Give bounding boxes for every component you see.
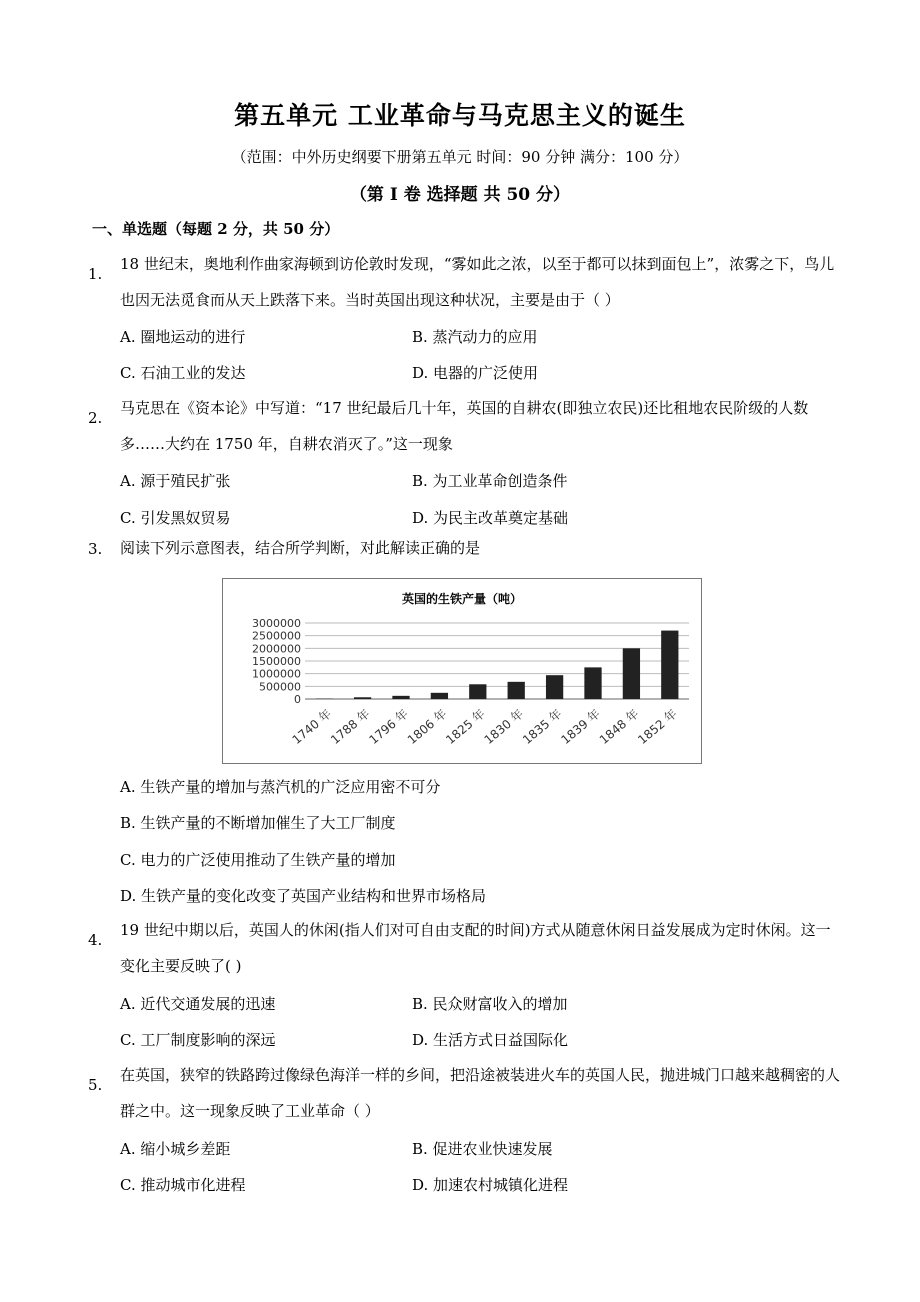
y-tick-label: 0 bbox=[294, 693, 301, 706]
exam-scope-subtitle: （范围：中外历史纲要下册第五单元 时间：90 分钟 满分：100 分） bbox=[231, 148, 689, 166]
x-tick-label: 1825 年 bbox=[443, 706, 488, 748]
bar-1788年 bbox=[354, 697, 371, 699]
x-tick-label: 1740 年 bbox=[289, 706, 335, 748]
option-d[interactable]: D. 电器的广泛使用 bbox=[412, 364, 539, 382]
option-a[interactable]: A. 源于殖民扩张 bbox=[120, 472, 231, 490]
x-tick-label: 1796 年 bbox=[366, 706, 411, 748]
option-c[interactable]: C. 石油工业的发达 bbox=[120, 364, 246, 382]
chart-bars bbox=[316, 631, 679, 699]
y-tick-label: 500000 bbox=[259, 680, 301, 694]
x-tick-label: 1835 年 bbox=[520, 706, 565, 748]
bar-1839年 bbox=[584, 667, 601, 699]
option-b[interactable]: B. 为工业革命创造条件 bbox=[412, 472, 568, 490]
y-tick-label: 3000000 bbox=[252, 617, 301, 630]
option-d[interactable]: D. 生铁产量的变化改变了英国产业结构和世界市场格局 bbox=[120, 887, 487, 905]
question-number: 2. bbox=[88, 409, 103, 427]
chart-y-axis bbox=[252, 617, 301, 706]
question-text: 马克思在《资本论》中写道：“17 世纪最后几十年，英国的自耕农(即独立农民)还比租地农民阶级的人数多……大约在 1750 年，自耕农消灭了。”这一现象 bbox=[120, 399, 809, 453]
option-d[interactable]: D. 生活方式日益国际化 bbox=[412, 1031, 569, 1049]
bar-1796年 bbox=[392, 696, 409, 699]
page-title: 第五单元 工业革命与马克思主义的诞生 bbox=[234, 101, 686, 130]
bar-1835年 bbox=[546, 675, 563, 699]
bar-1848年 bbox=[623, 648, 640, 699]
option-d[interactable]: D. 加速农村城镇化进程 bbox=[412, 1176, 569, 1194]
x-tick-label: 1830 年 bbox=[481, 706, 527, 748]
option-c[interactable]: C. 引发黑奴贸易 bbox=[120, 509, 231, 527]
chart-canvas bbox=[223, 579, 701, 763]
question-number: 1. bbox=[88, 265, 103, 283]
y-tick-label: 1000000 bbox=[252, 667, 301, 681]
option-a[interactable]: A. 近代交通发展的迅速 bbox=[120, 995, 276, 1013]
bar-1830年 bbox=[508, 682, 525, 699]
option-b[interactable]: B. 蒸汽动力的应用 bbox=[412, 328, 538, 346]
bar-1806年 bbox=[431, 693, 448, 699]
option-b[interactable]: B. 民众财富收入的增加 bbox=[412, 995, 568, 1013]
option-b[interactable]: B. 生铁产量的不断增加催生了大工厂制度 bbox=[120, 814, 396, 832]
option-c[interactable]: C. 工厂制度影响的深远 bbox=[120, 1031, 276, 1049]
option-d[interactable]: D. 为民主改革奠定基础 bbox=[412, 509, 569, 527]
bar-1825年 bbox=[469, 684, 486, 699]
chart-title: 英国的生铁产量（吨） bbox=[401, 592, 523, 606]
part-title: （第 I 卷 选择题 共 50 分） bbox=[349, 185, 571, 205]
x-tick-label: 1806 年 bbox=[404, 706, 450, 748]
option-b[interactable]: B. 促进农业快速发展 bbox=[412, 1140, 553, 1158]
question-number: 3. bbox=[88, 540, 103, 558]
option-a[interactable]: A. 生铁产量的增加与蒸汽机的广泛应用密不可分 bbox=[120, 778, 441, 796]
x-tick-label: 1788 年 bbox=[328, 706, 373, 748]
pig-iron-chart bbox=[222, 578, 702, 764]
bar-1852年 bbox=[661, 631, 678, 699]
question-number: 4. bbox=[88, 931, 103, 949]
question-text: 18 世纪末，奥地利作曲家海顿到访伦敦时发现，“雾如此之浓，以至于都可以抹到面包上”，浓雾之下，鸟儿也因无法觅食而从天上跌落下来。当时英国出现这种状况，主要是由于（ ） bbox=[120, 255, 835, 309]
y-tick-label: 2500000 bbox=[252, 629, 301, 643]
question-text: 阅读下列示意图表，结合所学判断，对此解读正确的是 bbox=[120, 539, 481, 557]
option-a[interactable]: A. 缩小城乡差距 bbox=[120, 1140, 231, 1158]
y-tick-label: 1500000 bbox=[252, 655, 301, 668]
x-tick-label: 1852 年 bbox=[635, 706, 680, 748]
question-text: 19 世纪中期以后，英国人的休闲(指人们对可自由支配的时间)方式从随意休闲日益发展成为定时休闲。这一变化主要反映了( ) bbox=[120, 921, 831, 975]
x-tick-label: 1848 年 bbox=[596, 706, 642, 748]
option-a[interactable]: A. 圈地运动的进行 bbox=[120, 328, 246, 346]
question-text: 在英国，狭窄的铁路跨过像绿色海洋一样的乡间，把沿途被装进火车的英国人民，抛进城门口越来越稠密的人群之中。这一现象反映了工业革命（ ） bbox=[120, 1066, 841, 1120]
chart-x-axis bbox=[289, 706, 680, 747]
option-c[interactable]: C. 电力的广泛使用推动了生铁产量的增加 bbox=[120, 851, 396, 869]
y-tick-label: 2000000 bbox=[252, 642, 301, 656]
option-c[interactable]: C. 推动城市化进程 bbox=[120, 1176, 246, 1194]
x-tick-label: 1839 年 bbox=[558, 706, 603, 748]
section-title: 一、单选题（每题 2 分，共 50 分） bbox=[92, 220, 340, 238]
question-number: 5. bbox=[88, 1076, 103, 1094]
